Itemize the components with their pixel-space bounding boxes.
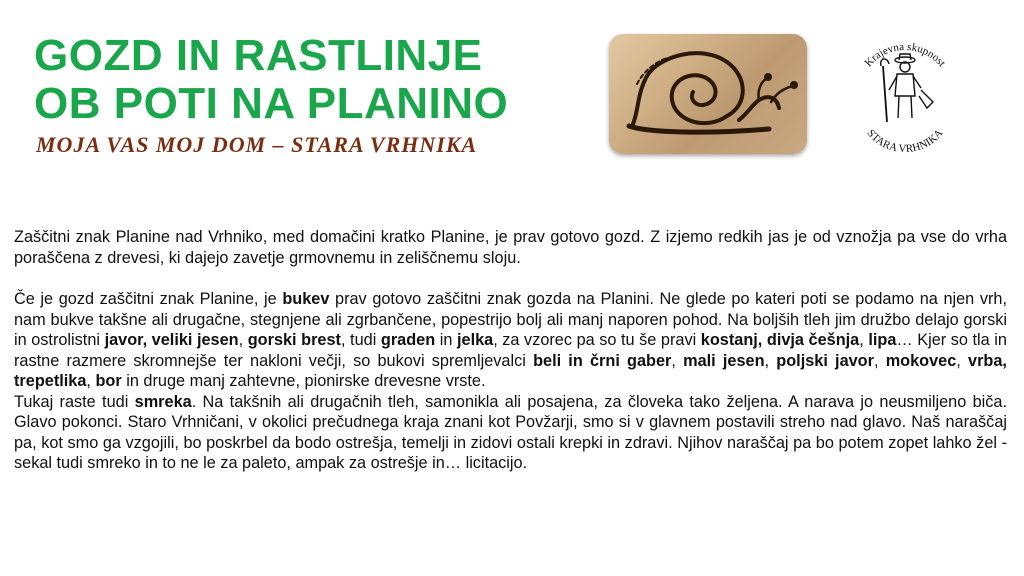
krajevna-skupnost-emblem xyxy=(843,30,967,154)
tree-species-name: graden xyxy=(380,331,436,349)
paragraph-gap xyxy=(14,268,1007,289)
farmer-emblem-icon xyxy=(843,30,967,154)
paragraph-intro xyxy=(14,227,1007,268)
snail-logo-icon xyxy=(609,34,807,154)
emblem-text-bottom: STARA VRHNIKA xyxy=(864,127,946,154)
tree-species-name: javor, veliki jesen xyxy=(104,331,239,349)
tree-species-name: beli in črni gaber xyxy=(533,351,672,370)
tree-species-name: jelka xyxy=(456,331,494,349)
paragraph-text: , xyxy=(873,351,886,370)
tree-species-name: poljski javor xyxy=(776,351,874,370)
paragraph-bukev xyxy=(14,289,1007,392)
paragraph-text: in xyxy=(435,331,457,349)
paragraph-smreka xyxy=(14,392,1007,474)
tree-species-name: mali jesen xyxy=(683,351,765,370)
tree-species-name: lipa xyxy=(868,331,897,349)
title-line-2: OB POTI NA PLANINO xyxy=(34,79,509,128)
tree-species-name: mokovec xyxy=(885,351,957,370)
paragraph-text: , xyxy=(238,331,248,349)
tree-species-name: bukev xyxy=(282,290,330,308)
article-body xyxy=(14,227,1007,474)
paragraph-text: , xyxy=(86,372,96,390)
paragraph-text: prav gotovo zaščitni znak gozda na Planini. Ne glede po kateri poti se podamo na njen vrh, nam bukve takšne ali drugačne, stegnjene ali zgrbančene, popestrijo bolj ali manj naporen pohod. Na boljših tleh jim družbo delajo gorski in ostrolistni xyxy=(14,290,1007,349)
tree-species-name: kostanj, divja češnja xyxy=(700,331,860,349)
paragraph-text: … Kjer so tla in rastne razmere skromnejše ter nakloni večji, so bukovi spremljevalci xyxy=(14,331,1007,370)
tree-species-name: vrba, trepetlika xyxy=(14,351,1007,390)
tree-species-name: bor xyxy=(95,372,122,390)
paragraph-text: Tukaj raste tudi xyxy=(14,392,135,411)
paragraph-text: Zaščitni znak Planine nad Vrhniko, med domačini kratko Planine, je prav gotovo gozd. Z izjemo redkih jas je od vznožja pa vse do vrha poraščena z drevesi, ki dajejo zavetje grmovnemu in zeliščnemu sloju. xyxy=(14,228,1007,267)
page-title xyxy=(34,32,508,128)
subtitle: MOJA VAS MOJ DOM – STARA VRHNIKA xyxy=(36,132,478,157)
emblem-text-top: Krajevna skupnost xyxy=(862,40,948,70)
paragraph-text: , za vzorec pa so tu še pravi xyxy=(493,331,701,349)
paragraph-text: , xyxy=(956,351,969,370)
title-line-1: GOZD IN RASTLINJE xyxy=(34,31,483,80)
paragraph-text: in druge manj zahtevne, pionirske drevesne vrste. xyxy=(121,372,486,390)
tree-species-name: smreka xyxy=(134,392,192,411)
paragraph-text: , tudi xyxy=(340,331,381,349)
paragraph-text: , xyxy=(671,351,684,370)
paragraph-text: Če je gozd zaščitni znak Planine, je xyxy=(14,290,283,308)
snail-logo xyxy=(609,34,807,154)
tree-species-name: gorski brest xyxy=(247,331,341,349)
paragraph-text: , xyxy=(859,331,869,349)
paragraph-text: . Na takšnih ali drugačnih tleh, samonikla ali posajena, za človeka tako željena. A narava jo neusmiljeno biča. Glavo pokonci. Staro Vrhničani, v okolici prečudnega kraja znani kot Povžarji, smo si v glavnem postavili streho nad glavo. Naš naraščaj pa, kot smo ga vzgojili, bo poskrbel da bodo ostrešja, temelji in zidovi ostali krepki in zdravi. Njihov naraščaj pa bo potem zopet lahko žel - sekal tudi smreko in to ne le za paleto, ampak za ostrešje in… licitacijo. xyxy=(14,392,1007,472)
paragraph-text: , xyxy=(764,351,777,370)
